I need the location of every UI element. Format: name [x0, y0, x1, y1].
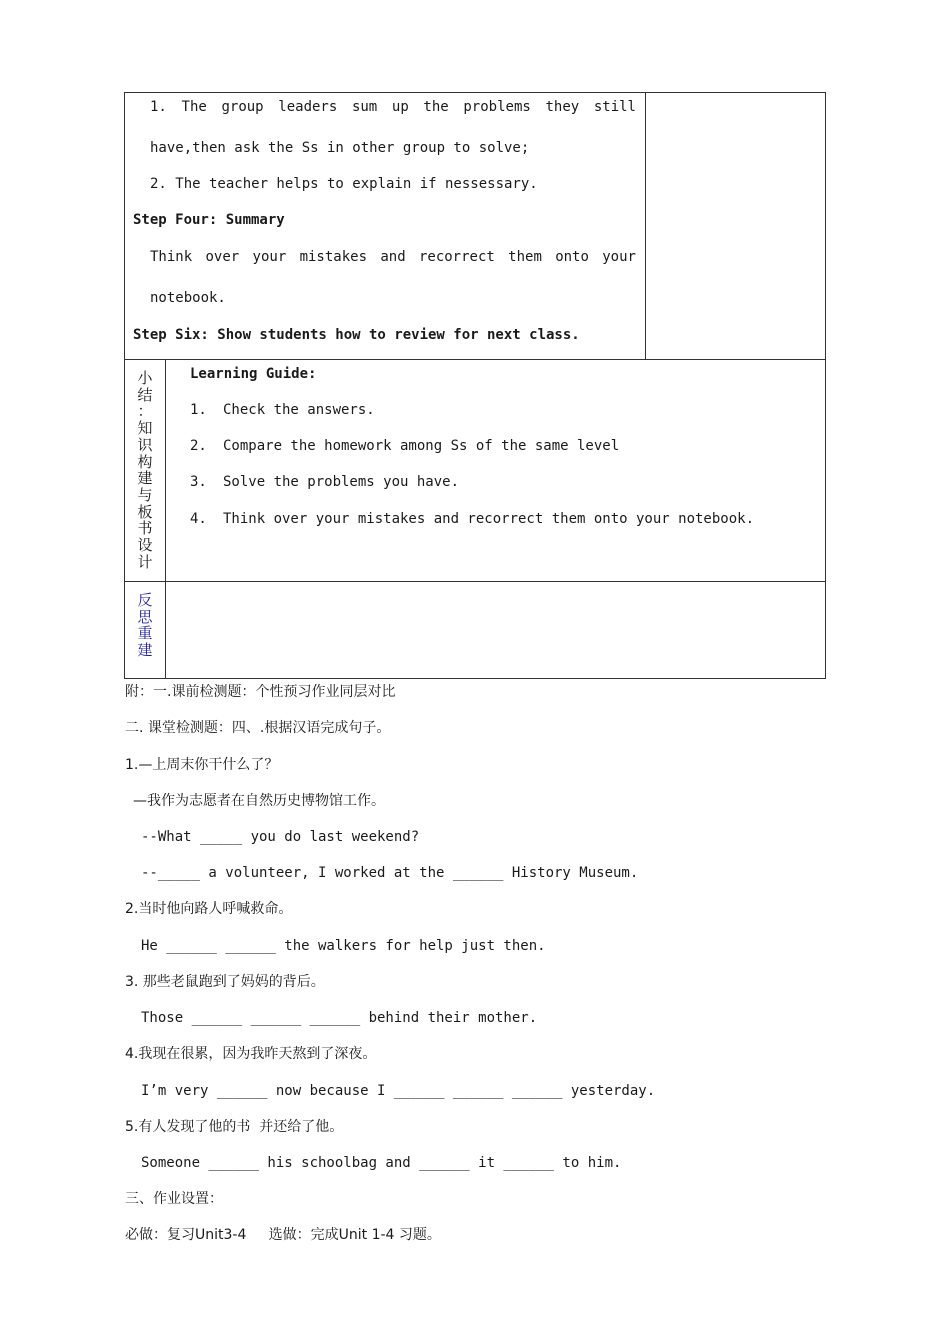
- step4-text-word: your: [252, 249, 287, 265]
- row-label-divider: [165, 360, 166, 581]
- summary-row-label: [125, 370, 165, 570]
- step3-item1-word: 1.: [150, 99, 167, 115]
- guide-item-3-text: Solve the problems you have.: [223, 474, 460, 490]
- guide-item-1-num: 1.: [190, 402, 207, 418]
- label-char: 板: [137, 502, 153, 521]
- step4-text-word: recorrect: [418, 249, 495, 265]
- learning-guide-title: Learning Guide:: [190, 366, 317, 382]
- appendix-line-1: 附：一.课前检测题：个性预习作业同层对比: [125, 684, 396, 700]
- label-char: 书: [137, 519, 153, 538]
- step4-text-word: onto: [555, 249, 589, 265]
- label-char: ：: [137, 402, 153, 421]
- label-char: 反: [137, 591, 153, 609]
- step4-text-word: your: [602, 249, 636, 265]
- reflection-row: [124, 581, 826, 679]
- homework-line: 必做：复习Unit3-4 选做：完成Unit 1-4 习题。: [125, 1227, 441, 1243]
- step4-text-continued: notebook.: [150, 290, 226, 306]
- label-char: 与: [137, 485, 153, 504]
- guide-item-2-num: 2.: [190, 438, 207, 454]
- step3-item1-word: problems: [463, 99, 531, 115]
- question-3-english: Those ______ ______ ______ behind their mother.: [141, 1010, 538, 1026]
- label-char: 结: [137, 385, 153, 404]
- row-label-divider: [165, 582, 166, 678]
- label-char: 小: [137, 369, 153, 387]
- label-char: 设: [137, 536, 153, 555]
- reflection-row-label: [125, 592, 165, 659]
- step3-item1-word: the: [423, 99, 449, 115]
- step3-item1-word: The: [181, 99, 207, 115]
- summary-row: [124, 359, 826, 582]
- label-char: 计: [137, 552, 153, 571]
- label-char: 建: [137, 469, 153, 488]
- procedure-table: [124, 92, 826, 360]
- question-2-chinese: 2.当时他向路人呼喊救命。: [125, 901, 293, 917]
- column-divider: [645, 93, 646, 359]
- label-char: 重: [137, 624, 153, 643]
- step4-text-word: them: [508, 249, 542, 265]
- guide-item-4-text: Think over your mistakes and recorrect them onto your notebook.: [223, 511, 755, 527]
- label-char: 建: [137, 641, 153, 660]
- appendix-line-2: 二. 课堂检测题：四、.根据汉语完成句子。: [125, 720, 391, 736]
- question-5-english: Someone ______ his schoolbag and ______ it ______ to him.: [141, 1155, 622, 1171]
- step3-item1: [150, 98, 636, 116]
- question-1-english-1: --What _____ you do last weekend?: [141, 829, 420, 845]
- guide-item-2-text: Compare the homework among Ss of the same level: [223, 438, 620, 454]
- label-char: 识: [137, 435, 153, 454]
- step3-item1-word: still: [593, 99, 636, 115]
- step3-item2: 2. The teacher helps to explain if nessessary.: [150, 176, 538, 192]
- homework-title: 三、作业设置：: [125, 1191, 223, 1207]
- label-char: 知: [137, 419, 153, 438]
- guide-item-3-num: 3.: [190, 474, 207, 490]
- question-1-english-2: --_____ a volunteer, I worked at the ______ History Museum.: [141, 865, 639, 881]
- question-4-chinese: 4.我现在很累，因为我昨天熬到了深夜。: [125, 1046, 377, 1062]
- step3-item1-word: up: [391, 99, 409, 115]
- question-5-chinese: 5.有人发现了他的书 并还给了他。: [125, 1119, 344, 1135]
- question-3-chinese: 3. 那些老鼠跑到了妈妈的背后。: [125, 974, 325, 990]
- step6-title: Step Six: Show students how to review for next class.: [133, 327, 580, 343]
- step3-item1-word: sum: [351, 99, 378, 115]
- step4-text-word: mistakes: [299, 249, 368, 265]
- step4-text-word: Think: [150, 249, 193, 265]
- step3-item1-word: they: [545, 99, 580, 115]
- question-1-chinese: 1.—上周末你干什么了？: [125, 757, 279, 773]
- step4-title: Step Four: Summary: [133, 212, 285, 228]
- label-char: 构: [137, 452, 153, 471]
- step4-text-word: and: [380, 249, 406, 265]
- question-4-english: I’m very ______ now because I ______ ______ ______ yesterday.: [141, 1083, 656, 1099]
- label-char: 思: [137, 607, 153, 626]
- step3-item1-word: leaders: [278, 99, 338, 115]
- step3-item1-continued: have,then ask the Ss in other group to solve;: [150, 140, 530, 156]
- step4-text: [150, 248, 636, 266]
- question-1-chinese-reply: —我作为志愿者在自然历史博物馆工作。: [133, 793, 385, 809]
- step3-item1-word: group: [221, 99, 264, 115]
- step4-text-word: over: [205, 249, 240, 265]
- question-2-english: He ______ ______ the walkers for help just then.: [141, 938, 546, 954]
- guide-item-4-num: 4.: [190, 511, 207, 527]
- guide-item-1-text: Check the answers.: [223, 402, 375, 418]
